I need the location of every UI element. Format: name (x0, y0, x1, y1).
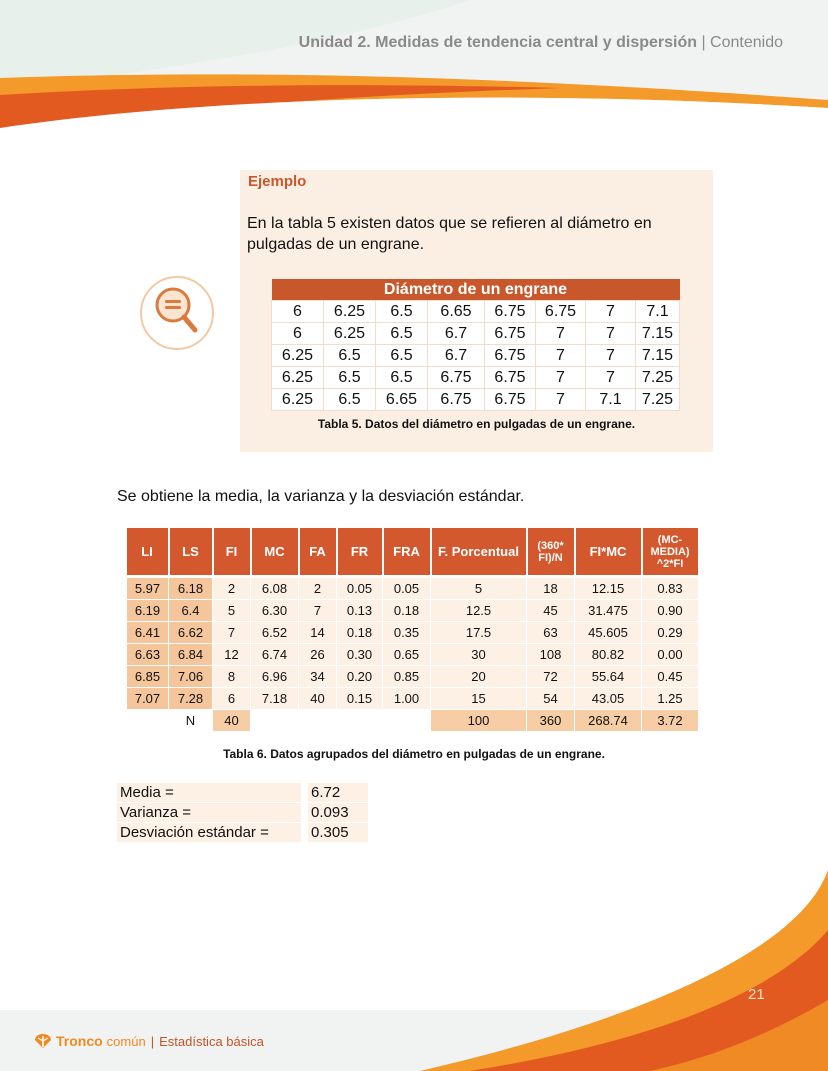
table-cell: 6.75 (485, 345, 536, 367)
table-cell: 6.84 (169, 644, 213, 666)
results-table (117, 782, 368, 843)
table-cell: 0.29 (642, 622, 699, 644)
table-cell: 6.75 (485, 367, 536, 389)
total-cell (383, 710, 431, 732)
table-cell: 6.75 (428, 367, 485, 389)
table-cell: 5 (213, 600, 251, 622)
table-cell: 0.05 (383, 578, 431, 600)
table-cell: 6.5 (376, 345, 428, 367)
table-cell: 6.25 (324, 301, 376, 323)
table-cell: 6.5 (376, 323, 428, 345)
total-cell: 268.74 (575, 710, 642, 732)
column-header: FA (299, 528, 337, 575)
table-cell: 6.96 (251, 666, 299, 688)
table-cell: 6.25 (272, 345, 324, 367)
total-cell: 40 (213, 710, 251, 732)
result-value: 0.305 (308, 823, 368, 842)
column-header: FI (213, 528, 251, 575)
brand-name: Tronco (56, 1033, 103, 1049)
table-cell: 0.65 (383, 644, 431, 666)
gear-diameter-table (271, 279, 680, 411)
table-cell: 6 (272, 301, 324, 323)
result-value: 0.093 (308, 803, 368, 822)
table-cell: 6.08 (251, 578, 299, 600)
total-cell: N (169, 710, 213, 732)
result-row (117, 783, 368, 802)
result-row (117, 823, 368, 842)
table-cell: 0.83 (642, 578, 699, 600)
magnifier-icon (138, 274, 216, 352)
column-header: FR (337, 528, 383, 575)
table-cell: 26 (299, 644, 337, 666)
grouped-data-table (126, 528, 700, 732)
table-cell: 12.5 (431, 600, 527, 622)
result-label: Media = (117, 783, 301, 802)
table-cell: 6 (272, 323, 324, 345)
table5-caption: Tabla 5. Datos del diámetro en pulgadas de un engrane. (317, 417, 636, 431)
table-cell: 108 (527, 644, 575, 666)
footer-brand (34, 1033, 264, 1049)
table-cell: 7 (299, 600, 337, 622)
column-header: (MC-MEDIA) ^2*FI (642, 528, 699, 575)
table-cell: 7.25 (636, 367, 680, 389)
unit-title: Unidad 2. Medidas de tendencia central y dispersión (298, 34, 697, 51)
table-cell: 0.13 (337, 600, 383, 622)
table-cell: 6.5 (324, 345, 376, 367)
table-cell: 7 (586, 301, 636, 323)
table-cell: 2 (213, 578, 251, 600)
table-cell: 6.25 (272, 389, 324, 411)
table-cell: 6.75 (485, 323, 536, 345)
table-cell: 6.5 (376, 367, 428, 389)
total-cell (299, 710, 337, 732)
table-cell: 6.63 (127, 644, 169, 666)
table5-header: Diámetro de un engrane (272, 279, 680, 301)
table-cell: 54 (527, 688, 575, 710)
table-cell: 7 (536, 367, 586, 389)
table-cell: 18 (527, 578, 575, 600)
table-cell: 6.75 (485, 389, 536, 411)
table-cell: 7.06 (169, 666, 213, 688)
total-cell (127, 710, 169, 732)
total-cell: 3.72 (642, 710, 699, 732)
table-cell: 6.74 (251, 644, 299, 666)
table-cell: 1.00 (383, 688, 431, 710)
totals-row (127, 710, 699, 732)
table-cell: 6.75 (485, 301, 536, 323)
table-cell: 6.4 (169, 600, 213, 622)
table-cell: 7.15 (636, 323, 680, 345)
table-cell: 7.18 (251, 688, 299, 710)
table-cell: 7 (213, 622, 251, 644)
table-cell: 7 (536, 389, 586, 411)
table-cell: 0.85 (383, 666, 431, 688)
table-row (272, 389, 680, 411)
table-cell: 0.15 (337, 688, 383, 710)
column-header: LS (169, 528, 213, 575)
table-cell: 0.90 (642, 600, 699, 622)
table-cell: 7.25 (636, 389, 680, 411)
section-label: | Contenido (701, 34, 783, 51)
table-row (272, 345, 680, 367)
table-cell: 40 (299, 688, 337, 710)
total-cell (337, 710, 383, 732)
result-label: Varianza = (117, 803, 301, 822)
table-cell: 6.7 (428, 323, 485, 345)
table-cell: 20 (431, 666, 527, 688)
table-cell: 30 (431, 644, 527, 666)
table-cell: 6.75 (428, 389, 485, 411)
table-cell: 31.475 (575, 600, 642, 622)
table-row (127, 578, 699, 600)
table-cell: 0.18 (383, 600, 431, 622)
result-value: 6.72 (308, 783, 368, 802)
result-label: Desviación estándar = (117, 823, 301, 842)
table-cell: 6.25 (272, 367, 324, 389)
total-cell: 360 (527, 710, 575, 732)
table-cell: 6.65 (376, 389, 428, 411)
table-cell: 72 (527, 666, 575, 688)
brand-sub: común (106, 1033, 146, 1049)
table-row (127, 644, 699, 666)
table-cell: 8 (213, 666, 251, 688)
table-cell: 55.64 (575, 666, 642, 688)
table-cell: 6.65 (428, 301, 485, 323)
table-row (127, 666, 699, 688)
table-row (272, 323, 680, 345)
table-cell: 17.5 (431, 622, 527, 644)
table-cell: 0.00 (642, 644, 699, 666)
table-cell: 6.41 (127, 622, 169, 644)
example-text: En la tabla 5 existen datos que se refieren al diámetro en pulgadas de un engrane. (247, 215, 652, 253)
table-cell: 5.97 (127, 578, 169, 600)
table-cell: 6.85 (127, 666, 169, 688)
table-cell: 6.5 (376, 301, 428, 323)
table-cell: 12 (213, 644, 251, 666)
total-cell (251, 710, 299, 732)
table-cell: 43.05 (575, 688, 642, 710)
table-cell: 0.05 (337, 578, 383, 600)
total-cell: 100 (431, 710, 527, 732)
header-title (299, 34, 783, 52)
table-cell: 0.45 (642, 666, 699, 688)
course-name: Estadística básica (159, 1033, 264, 1049)
table-cell: 6 (213, 688, 251, 710)
table-cell: 7.1 (636, 301, 680, 323)
result-row (117, 803, 368, 822)
table-cell: 0.30 (337, 644, 383, 666)
table-cell: 7.07 (127, 688, 169, 710)
table-cell: 6.18 (169, 578, 213, 600)
table-cell: 6.30 (251, 600, 299, 622)
header-banner (0, 0, 828, 140)
table-cell: 45.605 (575, 622, 642, 644)
table-cell: 7 (586, 345, 636, 367)
table-row (272, 301, 680, 323)
table-cell: 6.7 (428, 345, 485, 367)
table-cell: 7 (536, 345, 586, 367)
table-cell: 7 (586, 367, 636, 389)
table-row (127, 622, 699, 644)
example-title: Ejemplo (248, 173, 307, 190)
table-cell: 6.62 (169, 622, 213, 644)
table-cell: 80.82 (575, 644, 642, 666)
table-cell: 6.5 (324, 367, 376, 389)
table-row (127, 688, 699, 710)
page-number: 21 (748, 986, 765, 1003)
table-cell: 7.28 (169, 688, 213, 710)
column-header: (360* FI)/N (527, 528, 575, 575)
table-cell: 34 (299, 666, 337, 688)
table-cell: 6.25 (324, 323, 376, 345)
table-cell: 0.20 (337, 666, 383, 688)
table-cell: 7.15 (636, 345, 680, 367)
column-header: LI (127, 528, 169, 575)
table-cell: 12.15 (575, 578, 642, 600)
table-row (272, 367, 680, 389)
table-cell: 2 (299, 578, 337, 600)
table-cell: 7 (536, 323, 586, 345)
column-header: FI*MC (575, 528, 642, 575)
table-cell: 6.52 (251, 622, 299, 644)
column-header: MC (251, 528, 299, 575)
intro-text: Se obtiene la media, la varianza y la desviación estándar. (117, 488, 525, 505)
table-cell: 7.1 (586, 389, 636, 411)
table6-caption: Tabla 6. Datos agrupados del diámetro en pulgadas de un engrane. (223, 747, 605, 761)
table-row (127, 600, 699, 622)
table-cell: 63 (527, 622, 575, 644)
table-cell: 7 (586, 323, 636, 345)
table-cell: 15 (431, 688, 527, 710)
table-cell: 6.5 (324, 389, 376, 411)
table-cell: 0.18 (337, 622, 383, 644)
tronco-logo-icon (34, 1033, 52, 1049)
table-cell: 5 (431, 578, 527, 600)
table-cell: 1.25 (642, 688, 699, 710)
table-cell: 0.35 (383, 622, 431, 644)
brand-separator: | (150, 1033, 155, 1049)
table-cell: 6.19 (127, 600, 169, 622)
table-cell: 45 (527, 600, 575, 622)
table-cell: 6.75 (536, 301, 586, 323)
column-header: FRA (383, 528, 431, 575)
table-cell: 14 (299, 622, 337, 644)
column-header: F. Porcentual (431, 528, 527, 575)
